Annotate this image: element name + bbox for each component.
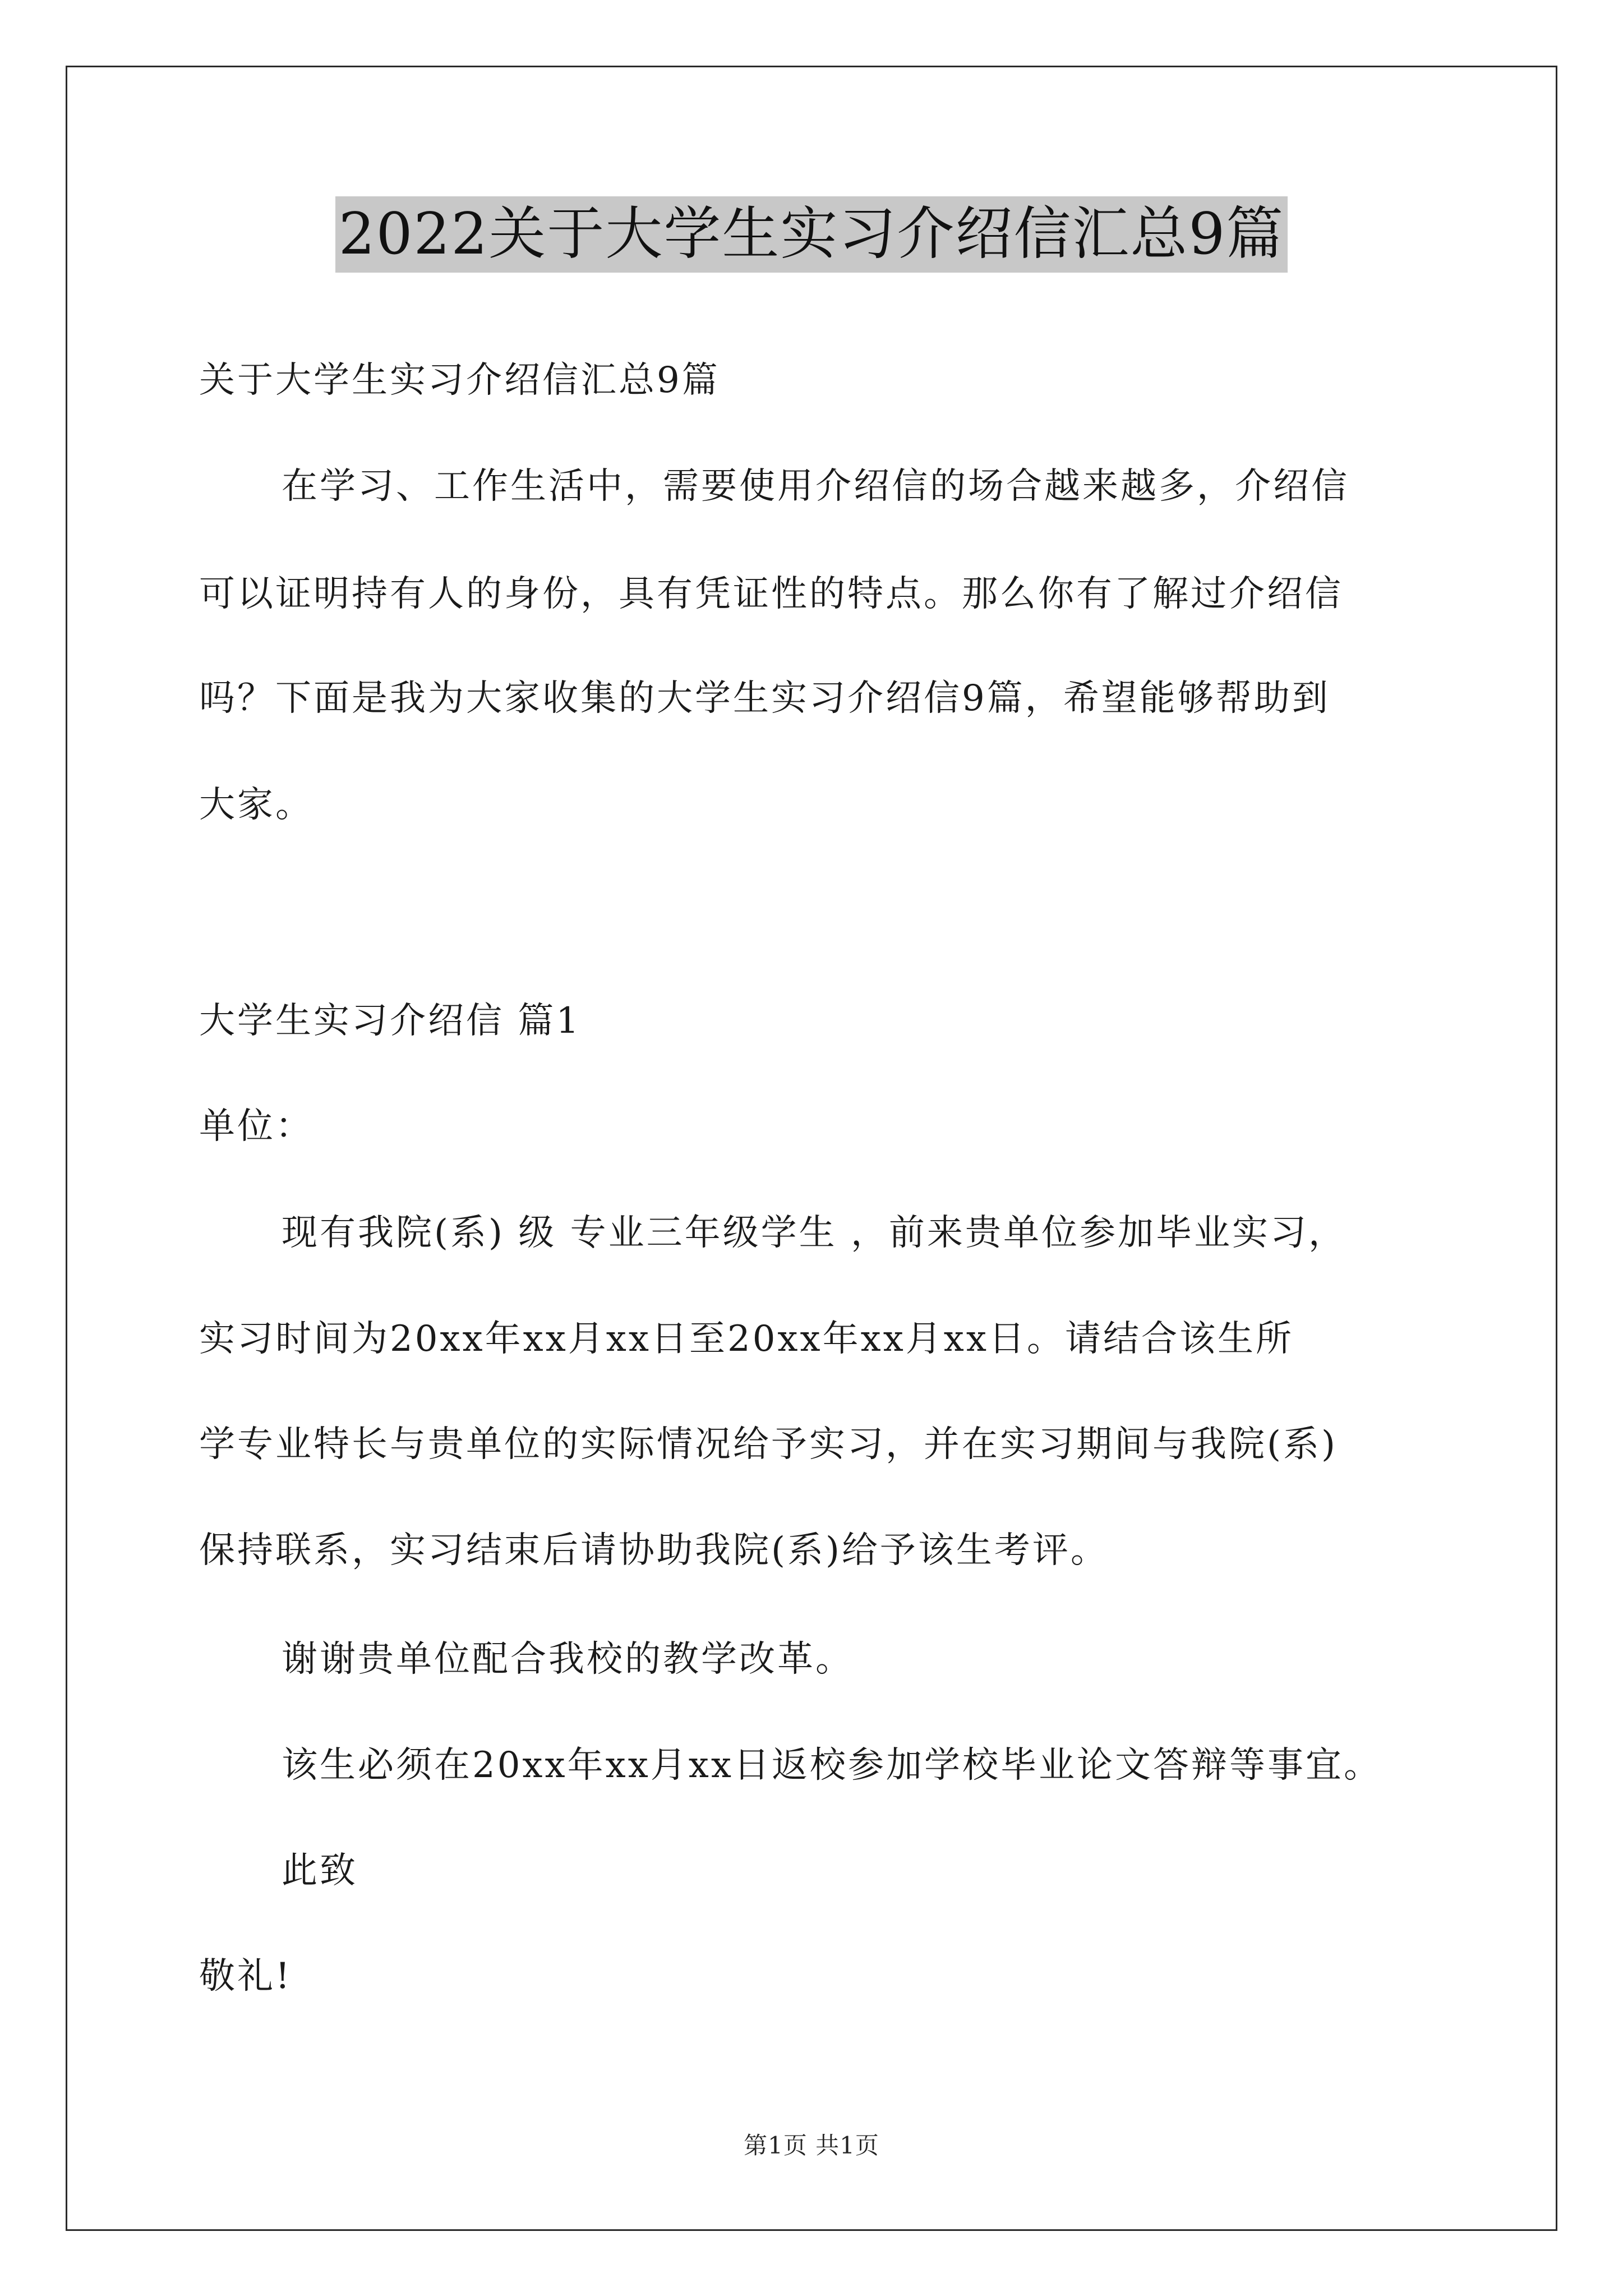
document-title: 2022关于大学生实习介绍信汇总9篇 (335, 196, 1288, 273)
return-line: 该生必须在20xx年xx月xx日返校参加学校毕业论文答辩等事宜。 (282, 1745, 1382, 1786)
intro-line-3: 吗？下面是我为大家收集的大学生实习介绍信9篇，希望能够帮助到 (199, 678, 1330, 719)
body-line-4: 保持联系，实习结束后请协助我院(系)给予该生考评。 (199, 1530, 1109, 1571)
body-line-2: 实习时间为20xx年xx月xx日至20xx年xx月xx日。请结合该生所 (199, 1318, 1294, 1360)
closing-line-1: 此致 (282, 1850, 358, 1892)
body-line-3: 学专业特长与贵单位的实际情况给予实习，并在实习期间与我院(系) (199, 1424, 1338, 1465)
thanks-line: 谢谢贵单位配合我校的教学改革。 (282, 1639, 854, 1680)
closing-line-2: 敬礼! (199, 1955, 292, 1997)
body-line-1: 现有我院(系) 级 专业三年级学生 ，前来贵单位参加毕业实习， (282, 1212, 1347, 1254)
salutation: 单位： (199, 1106, 313, 1147)
page-footer: 第1页 共1页 (744, 2132, 879, 2159)
intro-line-4: 大家。 (199, 784, 313, 826)
section-heading: 大学生实习介绍信 篇1 (199, 1000, 582, 1042)
title-container (0, 196, 1623, 273)
document-subtitle: 关于大学生实习介绍信汇总9篇 (199, 360, 720, 401)
intro-line-2: 可以证明持有人的身份，具有凭证性的特点。那么你有了解过介绍信 (199, 573, 1343, 615)
intro-line-1: 在学习、工作生活中，需要使用介绍信的场合越来越多，介绍信 (282, 466, 1349, 507)
